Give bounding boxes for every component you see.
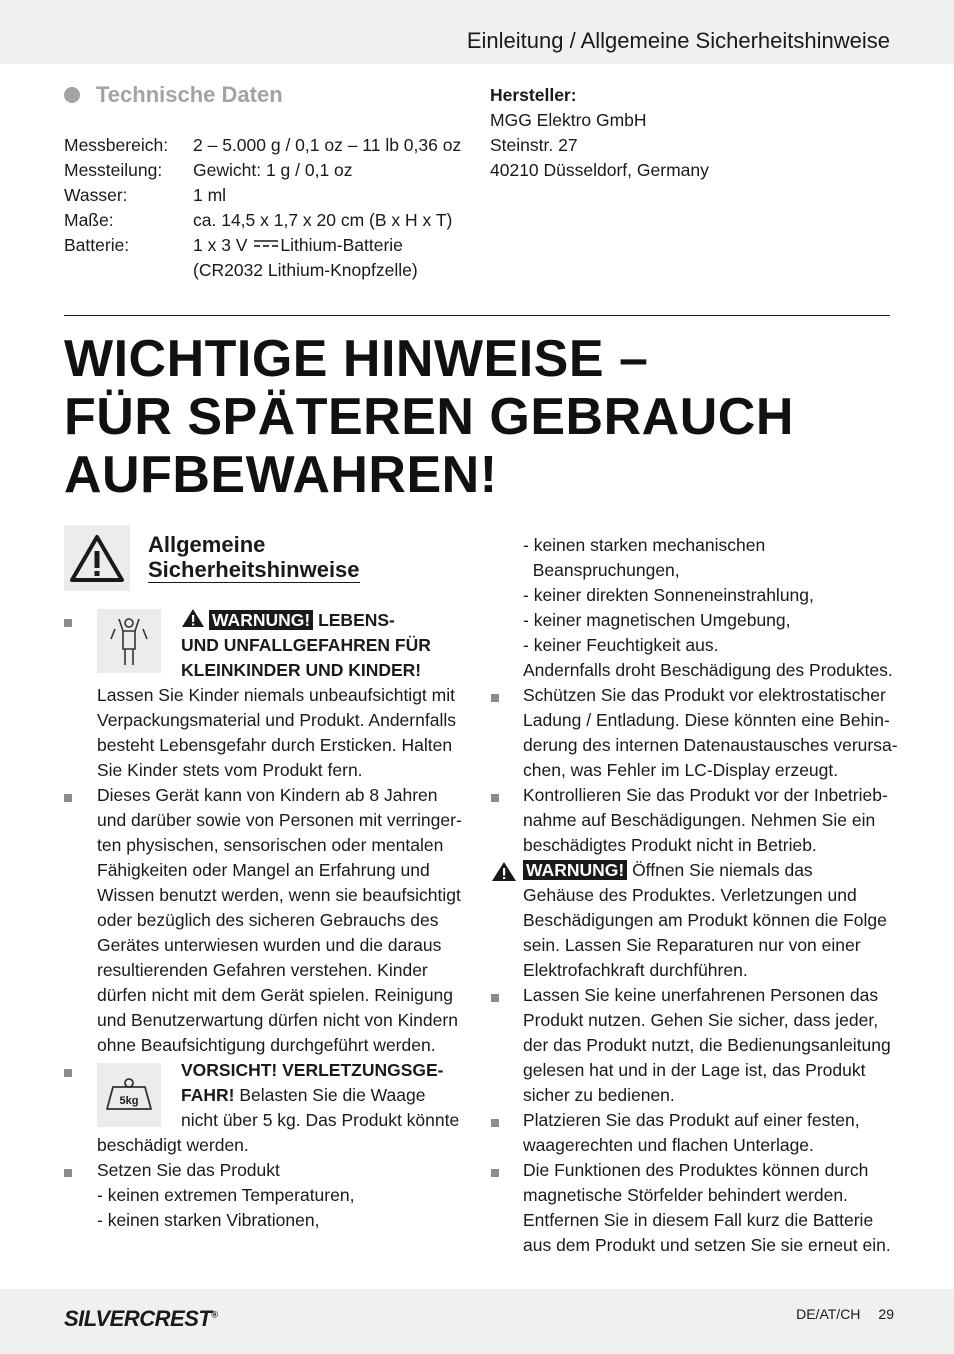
text-line: besteht Lebensgefahr durch Ersticken. Halten (97, 735, 453, 755)
spec-value: 1 ml (193, 185, 227, 205)
text-line: Entfernen Sie in diesem Fall kurz die Batterie (523, 1210, 874, 1230)
manufacturer-block (490, 83, 709, 183)
page-number: 29 (878, 1306, 894, 1322)
text-line: Verpackungsmaterial und Produkt. Andernfalls (97, 710, 456, 730)
tech-data-heading-text: Technische Daten (96, 82, 283, 107)
bullet-caution (181, 1058, 459, 1133)
bullet-square-icon (64, 794, 72, 802)
text-line: - keiner magnetischen Umgebung, (523, 610, 791, 630)
spec-label: Wasser: (64, 185, 128, 205)
text-line: magnetische Störfelder behindert werden. (523, 1185, 848, 1205)
weight-icon-label: 5kg (119, 1095, 139, 1107)
spec-row (64, 183, 226, 208)
text-line: Kontrollieren Sie das Produkt vor der Inbetrieb- (523, 785, 888, 805)
battery-cell-type: (CR2032 Lithium-Knopfzelle) (193, 260, 418, 280)
text-line: ten physischen, sensorischen oder mentalen (97, 835, 444, 855)
spec-row (64, 208, 452, 233)
tech-data-heading (64, 82, 283, 108)
dc-symbol-icon (254, 239, 278, 249)
text-line: Setzen Sie das Produkt (97, 1160, 280, 1180)
bullet-dot-icon (64, 87, 80, 103)
text-line: ohne Beaufsichtigung durchgeführt werden. (97, 1035, 436, 1055)
text-line: Ladung / Entladung. Diese könnten eine Behin- (523, 710, 890, 730)
spec-row (64, 158, 353, 183)
bullet-square-icon (64, 619, 72, 627)
text-line: Lassen Sie keine unerfahrenen Personen das (523, 985, 879, 1005)
bullet-square-icon (64, 1069, 72, 1077)
text-line: resultierenden Gefahren verstehen. Kinder (97, 960, 428, 980)
spec-label: Messbereich: (64, 135, 169, 155)
child-icon-box (97, 609, 161, 673)
bullet-environment (97, 1158, 354, 1233)
footer-country: DE/AT/CH (796, 1306, 861, 1322)
text-line: Öffnen Sie niemals das (632, 860, 813, 880)
main-heading-line: FÜR SPÄTEREN GEBRAUCH (64, 388, 794, 446)
battery-voltage: 1 x 3 V (193, 235, 248, 255)
bullet-persons (97, 783, 462, 1058)
text-line: sicher zu bedienen. (523, 1085, 675, 1105)
text-line: Beschädigungen am Produkt können die Folge (523, 910, 887, 930)
warning-line (181, 608, 431, 633)
spec-value (193, 233, 403, 258)
text-line: beschädigt werden. (97, 1135, 249, 1155)
caution-heading: VORSICHT! VERLETZUNGSGE- (181, 1060, 444, 1080)
text-line: und darüber sowie von Personen mit verringer- (97, 810, 462, 830)
weight-icon-box (97, 1063, 161, 1127)
safety-heading (148, 532, 360, 582)
spec-label: Batterie: (64, 235, 130, 255)
text-line: dürfen nicht mit dem Gerät spielen. Reinigung (97, 985, 454, 1005)
text-line: Sie Kinder stets vom Produkt fern. (97, 760, 363, 780)
safety-heading-line: Allgemeine (148, 532, 266, 557)
text-line: Elektrofachkraft durchführen. (523, 960, 748, 980)
text-line: Platzieren Sie das Produkt auf einer festen, (523, 1110, 860, 1130)
bullet-placement (523, 1108, 860, 1158)
text-line: oder bezüglich des sicheren Gebrauchs des (97, 910, 439, 930)
text-line: Schützen Sie das Produkt vor elektrostatischer (523, 685, 886, 705)
text-line: Lassen Sie Kinder niemals unbeaufsichtigt mit (97, 685, 455, 705)
text-line: beschädigtes Produkt nicht in Betrieb. (523, 835, 817, 855)
main-heading-line: AUFBEWAHREN! (64, 446, 498, 504)
bullet-square-icon (491, 694, 499, 702)
text-line: Fähigkeiten oder Mangel an Erfahrung und (97, 860, 430, 880)
text-line: - keinen starken mechanischen (523, 535, 766, 555)
bullet-environment-cont (523, 533, 893, 683)
bullet-square-icon (491, 1119, 499, 1127)
text-line: waagerechten und flachen Unterlage. (523, 1135, 814, 1155)
text-line: derung des internen Datenaustausches verursa- (523, 735, 898, 755)
manufacturer-label: Hersteller: (490, 85, 577, 105)
text-line: Produkt nutzen. Gehen Sie sicher, dass jeder, (523, 1010, 879, 1030)
text-line: Die Funktionen des Produktes können durch (523, 1160, 869, 1180)
brand-name: SILVERCREST (64, 1306, 212, 1331)
text-line: - keinen starken Vibrationen, (97, 1210, 320, 1230)
text-line: nahme auf Beschädigungen. Nehmen Sie ein (523, 810, 876, 830)
spec-row-cont (193, 258, 418, 283)
text-line: gelesen hat und in der Lage ist, das Produkt (523, 1060, 866, 1080)
text-line: - keiner Feuchtigkeit aus. (523, 635, 719, 655)
registered-mark: ® (211, 1309, 218, 1320)
bullet-caution-cont (97, 1133, 249, 1158)
warning-heading: LEBENS- (318, 610, 395, 630)
text-line: sein. Lassen Sie Reparaturen nur von einer (523, 935, 861, 955)
text-line: Belasten Sie die Waage (234, 1085, 426, 1105)
warning-triangle-icon (64, 525, 130, 591)
page-header-title: Einleitung / Allgemeine Sicherheitshinweise (466, 28, 890, 53)
spec-value: ca. 14,5 x 1,7 x 20 cm (B x H x T) (193, 210, 453, 230)
text-line: - keiner direkten Sonneneinstrahlung, (523, 585, 814, 605)
text-line: Dieses Gerät kann von Kindern ab 8 Jahren (97, 785, 438, 805)
spec-label: Messteilung: (64, 160, 163, 180)
text-line: - keinen extremen Temperaturen, (97, 1185, 355, 1205)
warning-triangle-icon (181, 608, 205, 628)
manufacturer-line: Steinstr. 27 (490, 135, 578, 155)
bullet-square-icon (64, 1169, 72, 1177)
child-icon (97, 609, 161, 673)
text-line: chen, was Fehler im LC-Display erzeugt. (523, 760, 839, 780)
text-line: Gehäuse des Produktes. Verletzungen und (523, 885, 857, 905)
text-line: aus dem Produkt und setzen Sie sie erneut ein. (523, 1235, 891, 1255)
bullet-electrostatic (523, 683, 898, 783)
bullet-square-icon (491, 994, 499, 1002)
text-line: Beanspruchungen, (523, 560, 680, 580)
bullet-inexperienced (523, 983, 891, 1108)
text-line: nicht über 5 kg. Das Produkt könnte (181, 1110, 460, 1130)
weight-5kg-icon (97, 1063, 161, 1127)
manufacturer-line: 40210 Düsseldorf, Germany (490, 160, 709, 180)
text-line: und Benutzerwartung dürfen nicht von Kindern (97, 1010, 458, 1030)
bullet-inspect (523, 783, 888, 858)
bullet-children-body (97, 683, 456, 783)
spec-value: 2 – 5.000 g / 0,1 oz – 11 lb 0,36 oz (193, 135, 462, 155)
warning-heading: UND UNFALLGEFAHREN FÜR (181, 635, 431, 655)
warning-triangle-icon (491, 861, 517, 882)
text-line: Wissen benutzt werden, wenn sie beaufsichtigt (97, 885, 461, 905)
warning-heading: KLEINKINDER UND KINDER! (181, 660, 422, 680)
spec-value: Gewicht: 1 g / 0,1 oz (193, 160, 353, 180)
warning-badge: WARNUNG! (523, 860, 627, 880)
bullet-square-icon (491, 1169, 499, 1177)
bullet-children-warning (181, 608, 431, 683)
spec-row (64, 233, 403, 258)
bullet-magnetic (523, 1158, 891, 1258)
brand-logo (64, 1306, 217, 1332)
safety-heading-line: Sicherheitshinweise (148, 557, 360, 582)
main-heading-line: WICHTIGE HINWEISE – (64, 330, 649, 388)
battery-type: Lithium-Batterie (280, 235, 403, 255)
warning-badge: WARNUNG! (209, 610, 313, 630)
footer-info (796, 1306, 894, 1322)
text-line: der das Produkt nutzt, die Bedienungsanleitung (523, 1035, 891, 1055)
spec-row (64, 133, 461, 158)
bullet-square-icon (491, 794, 499, 802)
section-divider (64, 315, 890, 316)
spec-label: Maße: (64, 210, 114, 230)
warning-box (64, 525, 130, 591)
main-heading (64, 330, 794, 504)
caution-heading: FAHR! (181, 1085, 235, 1105)
manufacturer-line: MGG Elektro GmbH (490, 110, 647, 130)
text-line: Gerätes unterwiesen wurden und die daraus (97, 935, 442, 955)
warning-housing (523, 858, 887, 983)
text-line: Andernfalls droht Beschädigung des Produktes. (523, 660, 893, 680)
